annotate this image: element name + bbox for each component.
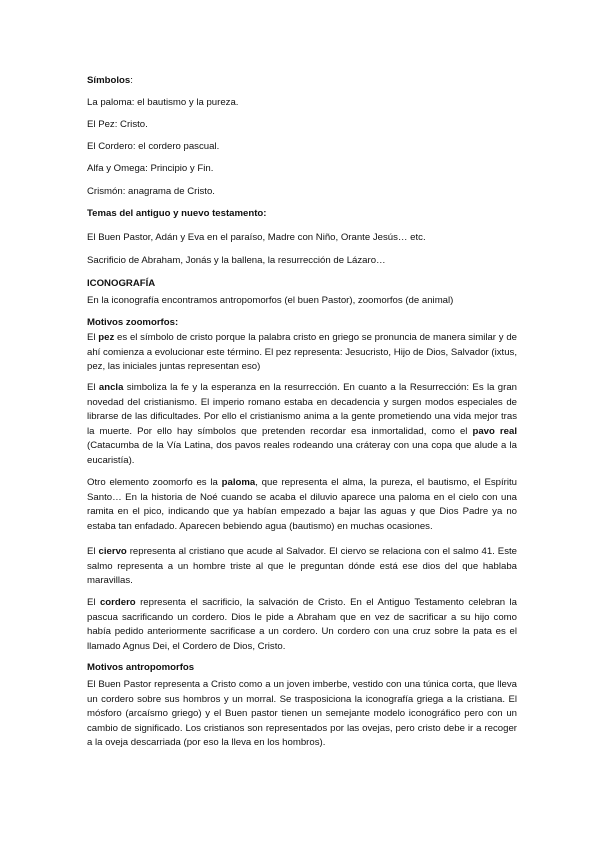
antropomorfos-heading: Motivos antropomorfos	[87, 662, 195, 673]
simbolos-heading-colon: :	[130, 75, 133, 86]
pavo-real-term: pavo real	[472, 425, 517, 437]
paragraph-paloma	[87, 476, 517, 534]
cordero-pre: El	[87, 597, 100, 608]
ancla-text-end: (Catacumba de la Vía Latina, dos pavos reales rodeando una cráteray con una copa que alude a la eucaristía).	[87, 440, 517, 466]
temas-line-1: El Buen Pastor, Adán y Eva en el paraíso, Madre con Niño, Orante Jesús… etc.	[87, 232, 426, 243]
paragraph-cordero	[87, 596, 517, 654]
iconografia-heading: ICONOGRAFÍA	[87, 278, 156, 289]
paragraph-ancla	[87, 381, 517, 469]
paloma-term: paloma	[221, 477, 256, 488]
temas-heading: Temas del antiguo y nuevo testamento:	[87, 208, 267, 219]
paloma-text: , que representa el alma, la pureza, el bautismo, el Espíritu Santo… En la historia de Noé cuando se acaba el diluvio aparece una paloma en el cielo con una ramita en el pico, indicando que ya habían empezado a bajar las aguas y que Dios Padre ya no estaba tan enfadado. Aparecen bebiendo agua (bautismo) en muchas ocasiones.	[87, 477, 518, 532]
pez-pre: El	[87, 332, 99, 343]
simbolo-line-cordero: El Cordero: el cordero pascual.	[87, 141, 220, 152]
ancla-text: simboliza la fe y la esperanza en la resurrección. En cuanto a la Resurrección: Es la gran novedad del cristianismo. El imperio romano estaba en decadencia y surgen modos especiales de librarse de las dificultades. Por ello el cristianismo anima a la gente prometiendo una vida mejor tras la muerte. Por ello hay símbolos que pretenden recordar esa inmortalidad, como el	[87, 382, 517, 437]
paragraph-pez	[87, 331, 517, 375]
paloma-pre: Otro elemento zoomorfo es la	[87, 477, 222, 488]
paragraph-ciervo	[87, 545, 517, 589]
temas-line-2: Sacrificio de Abraham, Jonás y la ballena, la resurrección de Lázaro…	[87, 255, 386, 266]
simbolos-heading-text: Símbolos	[87, 75, 131, 86]
cordero-text: representa el sacrificio, la salvación de Cristo. En el Antiguo Testamento celebran la pascua sacrificando un cordero. Dios le pide a Abraham que en vez de sacrificar a su hijo como había pedido anteriormente sacrificase a un cordero. Un cordero con una cruz sobre la pata es el llamado Agnus Dei, el Cordero de Dios, Cristo.	[87, 597, 517, 652]
simbolos-heading	[87, 74, 133, 87]
paragraph-buen-pastor: El Buen Pastor representa a Cristo como a un joven imberbe, vestido con una túnica corta, que lleva un cordero sobre sus hombros y un morral. Se trasposiciona la iconografía griega a la cristiana. El mósforo (arcaísmo griego) y el Buen pastor tienen un semejante modelo iconográfico pero con un cambio de significado. Los cristianos son representados por las ovejas, pero cristo debe ir a recoger a la oveja descarriada (por eso la lleva en los hombros).	[87, 679, 517, 749]
cordero-term: cordero	[99, 597, 136, 608]
ancla-term: ancla	[98, 382, 124, 393]
simbolo-line-pez: El Pez: Cristo.	[87, 119, 148, 130]
simbolo-line-paloma: La paloma: el bautismo y la pureza.	[87, 97, 239, 108]
pez-text: es el símbolo de cristo porque la palabra cristo en griego se pronuncia de manera similar y de ahí comienza a evolucionar este término. El pez representa: Jesucristo, Hijo de Dios, Salvador (ixtus, pez, las iniciales juntas representan eso)	[87, 332, 517, 373]
simbolo-line-alfa-omega: Alfa y Omega: Principio y Fin.	[87, 163, 214, 174]
ciervo-term: ciervo	[98, 546, 127, 557]
iconografia-intro: En la iconografía encontramos antropomorfos (el buen Pastor), zoomorfos (de animal)	[87, 295, 454, 306]
simbolo-line-crismon: Crismón: anagrama de Cristo.	[87, 186, 215, 197]
ciervo-pre: El	[87, 546, 99, 557]
zoomorfos-heading: Motivos zoomorfos:	[87, 317, 179, 328]
ancla-pre: El	[87, 382, 99, 393]
pez-term: pez	[98, 332, 115, 343]
ciervo-text: representa al cristiano que acude al Salvador. El ciervo se relaciona con el salmo 41. Este salmo representa a un hombre triste al que le preguntan dónde está ese dios del que hablaba maravillas.	[87, 546, 517, 587]
